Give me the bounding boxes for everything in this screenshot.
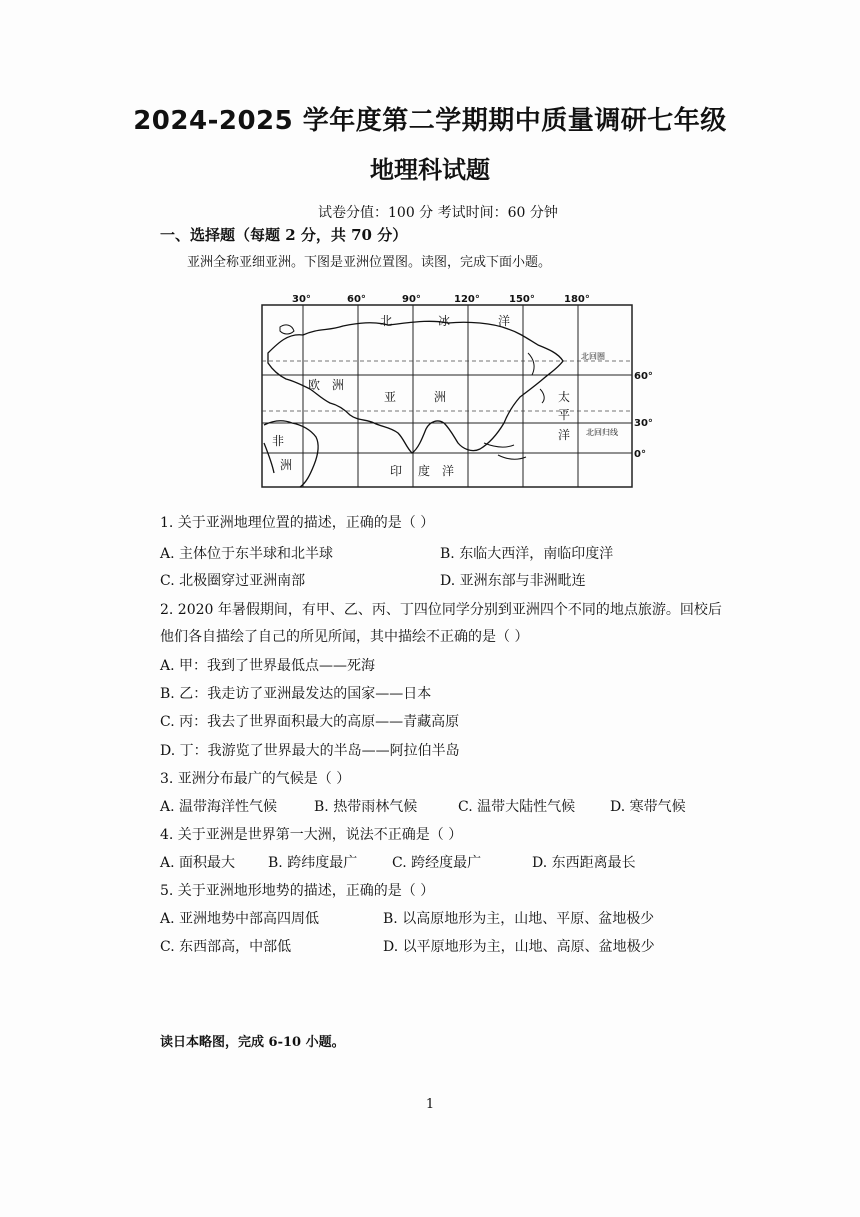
- map-label-europe: 洲: [332, 378, 345, 392]
- map-label-asia: 亚: [384, 390, 397, 404]
- islands-outline: [280, 325, 544, 459]
- map-lon-label: 180°: [564, 294, 590, 305]
- question-5-option-a[interactable]: A. 亚洲地势中部高四周低: [160, 911, 320, 927]
- map-frame: [262, 305, 632, 487]
- map-lon-label: 90°: [402, 294, 421, 305]
- question-3-option-a[interactable]: A. 温带海洋性气候: [160, 799, 278, 815]
- map-label-africa: 洲: [280, 458, 293, 472]
- map-label-arctic: 洋: [498, 314, 511, 328]
- question-2-stem-continued: 他们各自描绘了自己的所见所闻，其中描绘不正确的是（ ）: [160, 629, 529, 645]
- map-label-pacific: 太: [558, 390, 571, 404]
- map-lon-label: 60°: [347, 294, 366, 305]
- map-label-tropic: 北回归线: [586, 428, 618, 437]
- question-5-option-c[interactable]: C. 东西部高，中部低: [160, 939, 292, 955]
- question-4-option-d[interactable]: D. 东西距离最长: [532, 855, 636, 871]
- map-lat-label: 30°: [634, 418, 653, 429]
- question-1-option-b[interactable]: B. 东临大西洋，南临印度洋: [440, 546, 614, 562]
- map-label-pacific: 洋: [558, 428, 571, 442]
- map-lat-label: 60°: [634, 371, 653, 382]
- map-lat-label: 0°: [634, 449, 646, 460]
- question-2-option-b[interactable]: B. 乙：我走访了亚洲最发达的国家——日本: [160, 686, 432, 702]
- question-4-option-c[interactable]: C. 跨经度最广: [392, 855, 482, 871]
- map-label-indian-ocean: 印: [390, 464, 403, 478]
- map-lon-label: 150°: [509, 294, 535, 305]
- question-2-option-c[interactable]: C. 丙：我去了世界面积最大的高原——青藏高原: [160, 714, 460, 730]
- map-label-arctic-circle: 北回圈: [581, 352, 605, 361]
- question-5-option-b[interactable]: B. 以高原地形为主，山地、平原、盆地极少: [383, 911, 655, 927]
- asia-location-map: [258, 293, 658, 493]
- question-3-option-c[interactable]: C. 温带大陆性气候: [458, 799, 576, 815]
- map-label-africa: 非: [272, 434, 285, 448]
- africa-outline: [264, 421, 318, 487]
- map-label-indian-ocean: 度: [418, 464, 431, 478]
- question-5-option-d[interactable]: D. 以平原地形为主，山地、高原、盆地极少: [383, 939, 655, 955]
- question-4-stem: 4. 关于亚洲是世界第一大洲，说法不正确是（ ）: [160, 827, 463, 843]
- question-1-option-d[interactable]: D. 亚洲东部与非洲毗连: [440, 573, 586, 589]
- map-label-asia: 洲: [434, 390, 447, 404]
- next-section-intro: 读日本略图，完成 6-10 小题。: [160, 1035, 345, 1050]
- question-3-stem: 3. 亚洲分布最广的气候是（ ）: [160, 771, 351, 787]
- map-label-indian-ocean: 洋: [442, 464, 455, 478]
- question-2-option-a[interactable]: A. 甲：我到了世界最低点——死海: [160, 658, 376, 674]
- section-intro: 亚洲全称亚细亚洲。下图是亚洲位置图。读图，完成下面小题。: [187, 255, 552, 270]
- exam-meta: 试卷分值：100 分 考试时间：60 分钟: [318, 205, 558, 221]
- question-1-option-a[interactable]: A. 主体位于东半球和北半球: [160, 546, 334, 562]
- question-4-option-b[interactable]: B. 跨纬度最广: [268, 855, 358, 871]
- question-1-stem: 1. 关于亚洲地理位置的描述，正确的是（ ）: [160, 515, 435, 531]
- map-lon-label: 30°: [292, 294, 311, 305]
- question-1-option-c[interactable]: C. 北极圈穿过亚洲南部: [160, 573, 306, 589]
- question-2-option-d[interactable]: D. 丁：我游览了世界最大的半岛——阿拉伯半岛: [160, 743, 460, 759]
- exam-subtitle: 地理科试题: [370, 156, 490, 184]
- page-number: 1: [425, 1097, 435, 1112]
- question-5-stem: 5. 关于亚洲地形地势的描述，正确的是（ ）: [160, 883, 435, 899]
- map-lon-label: 120°: [454, 294, 480, 305]
- question-4-option-a[interactable]: A. 面积最大: [160, 855, 236, 871]
- map-label-europe: 欧: [308, 378, 321, 392]
- section-heading: 一、选择题（每题 2 分，共 70 分）: [160, 226, 408, 244]
- map-label-pacific: 平: [558, 408, 571, 422]
- question-3-option-d[interactable]: D. 寒带气候: [610, 799, 686, 815]
- map-label-arctic: 北: [380, 314, 393, 328]
- map-label-arctic: 冰: [438, 314, 451, 328]
- question-3-option-b[interactable]: B. 热带雨林气候: [314, 799, 418, 815]
- exam-title: 2024-2025 学年度第二学期期中质量调研七年级: [133, 106, 727, 136]
- question-2-stem: 2. 2020 年暑假期间，有甲、乙、丙、丁四位同学分别到亚洲四个不同的地点旅游。回校后: [160, 602, 722, 618]
